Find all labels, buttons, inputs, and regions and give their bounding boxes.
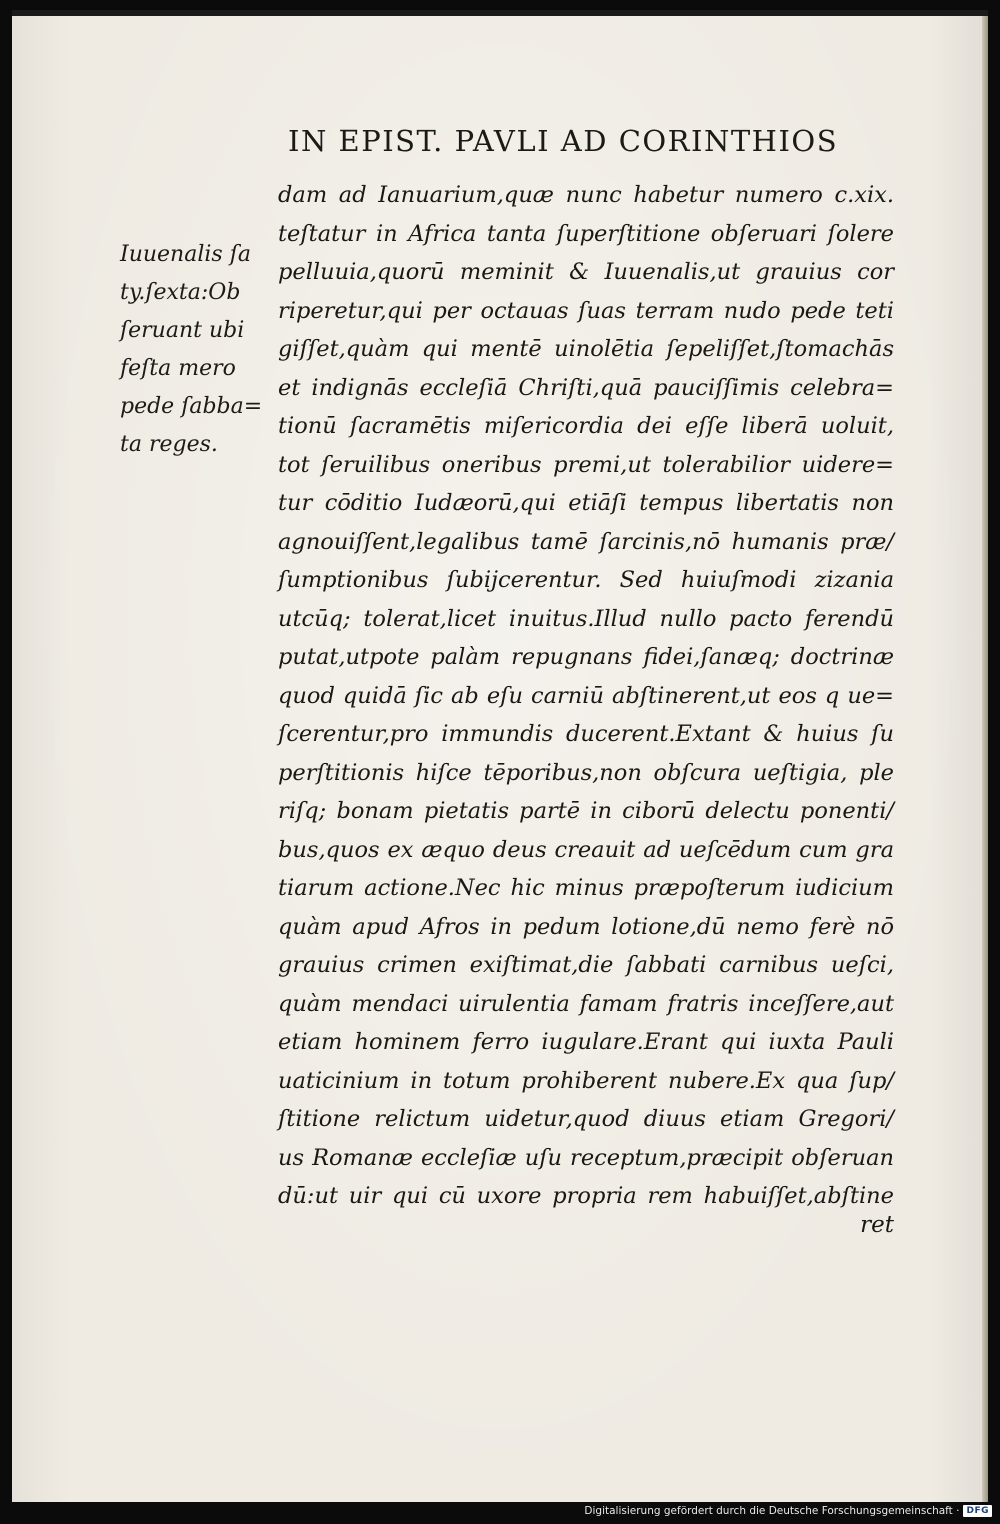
- digitization-footer: [584, 1502, 992, 1520]
- margin-note-line: ſeruant ubi: [120, 318, 245, 343]
- margin-note-line: ty.ſexta:Ob: [120, 280, 241, 305]
- main-text-block: [278, 176, 894, 1216]
- catchword: ret: [860, 1212, 894, 1238]
- page-right-edge: [982, 16, 988, 1502]
- text-line: tur cōditio Iudæorū,qui etiāſi tempus libertatis non: [278, 490, 894, 516]
- text-line: giſſet,quàm qui mentē uinolētia ſepeliſſet,ſtomachās: [278, 336, 894, 362]
- text-line: teſtatur in Africa tanta ſuperſtitione obſeruari ſolere: [278, 220, 894, 247]
- text-line: tot ſeruilibus oneribus premi,ut tolerabilior uidere=: [278, 451, 894, 478]
- text-line: putat,utpote palàm repugnans fidei,ſanæq; doctrinæ: [278, 644, 894, 670]
- text-line: agnouiſſent,legalibus tamē ſarcinis,nō humanis præ/: [278, 528, 894, 555]
- text-line: tionū ſacramētis miſericordia dei eſſe liberā uoluit,: [278, 413, 894, 439]
- margin-note: [120, 236, 270, 464]
- text-line: et indignās eccleſiā Chriſti,quā pauciſſimis celebra=: [278, 374, 894, 401]
- text-line: utcūq; tolerat,licet inuitus.Illud nullo pacto ferendū: [278, 605, 894, 632]
- text-line: etiam hominem ferro iugulare.Erant qui iuxta Pauli: [278, 1029, 894, 1055]
- margin-note-line: feſta mero: [120, 356, 236, 381]
- text-line: riperetur,qui per octauas ſuas terram nudo pede teti: [278, 297, 894, 324]
- text-line: quàm mendaci uirulentia famam fratris inceſſere,aut: [278, 990, 894, 1017]
- margin-note-line: Iuuenalis ſa: [120, 242, 251, 267]
- text-line: dū:ut uir qui cū uxore propria rem habuiſſet,abſtine: [278, 1183, 894, 1209]
- text-line: ſcerentur,pro immundis ducerent.Extant & huius ſu: [278, 721, 894, 747]
- dfg-logo-icon: DFG: [963, 1505, 992, 1517]
- text-line: grauius crimen exiſtimat,die ſabbati carnibus ueſci,: [278, 952, 894, 978]
- text-line: tiarum actione.Nec hic minus præpoſterum iudicium: [278, 875, 894, 901]
- text-line: quàm apud Afros in pedum lotione,dū nemo ferè nō: [278, 913, 894, 940]
- text-line: ſumptionibus ſubijcerentur. Sed huiuſmodi zizania: [278, 567, 894, 593]
- margin-note-line: pede ſabba=: [120, 394, 263, 419]
- margin-note-line: ta reges.: [120, 432, 218, 457]
- text-line: perſtitionis hiſce tēporibus,non obſcura ueſtigia, ple: [278, 759, 894, 786]
- text-line: dam ad Ianuarium,quæ nunc habetur numero c.xix.: [278, 182, 894, 208]
- footer-credit-text: Digitalisierung gefördert durch die Deutsche Forschungsgemeinschaft ·: [584, 1505, 960, 1517]
- text-line: bus,quos ex æquo deus creauit ad ueſcēdum cum gra: [278, 836, 894, 863]
- running-head: IN EPIST. PAVLI AD CORINTHIOS: [288, 124, 839, 158]
- text-line: us Romanæ eccleſiæ uſu receptum,præcipit obſeruan: [278, 1144, 894, 1171]
- text-line: ſtitione relictum uidetur,quod diuus etiam Gregori/: [278, 1106, 894, 1132]
- text-line: riſq; bonam pietatis partē in ciborū delectu ponenti/: [278, 798, 894, 824]
- text-line: quod quidā ſic ab eſu carniū abſtinerent,ut eos q ue=: [278, 682, 894, 709]
- text-line: pelluuia,quorū meminit & Iuuenalis,ut grauius cor: [278, 259, 894, 285]
- text-line: uaticinium in totum prohiberent nubere.Ex qua ſup/: [278, 1067, 894, 1094]
